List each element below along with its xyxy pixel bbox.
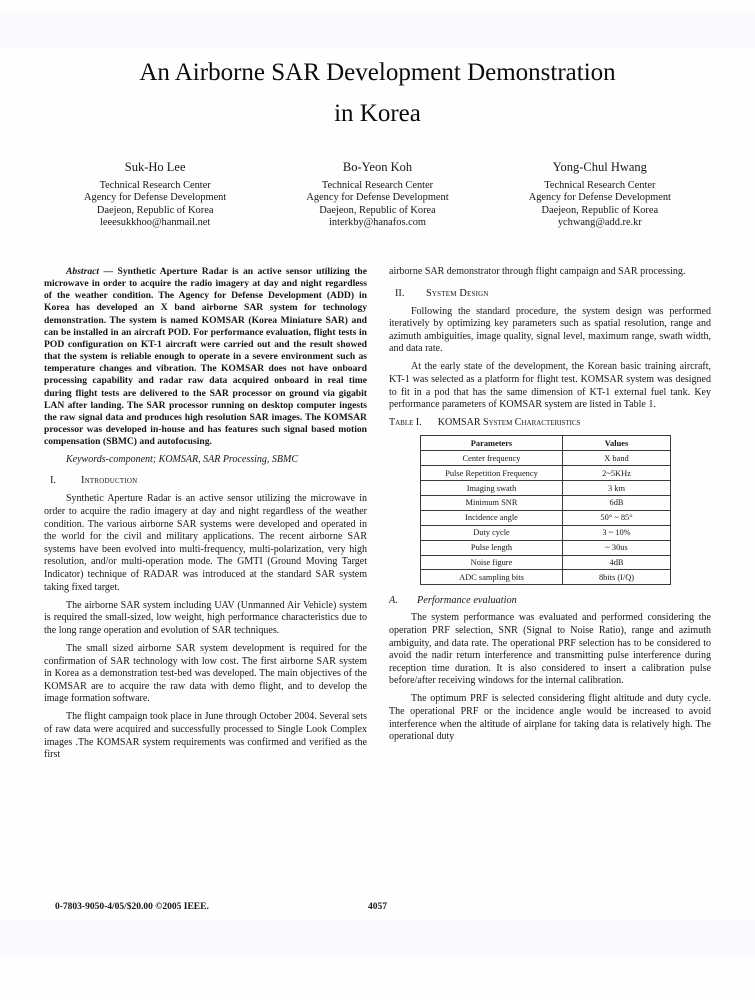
- value-cell: X band: [563, 451, 671, 466]
- design-paragraph-2: At the early state of the development, the Korean basic training aircraft, KT-1 was selected as a platform for flight test. KOMSAR system was designed to fit in a pod that has the same dimension of KT-1 external fuel tank. Key performance parameters of KOMSAR system are listed in Table 1.: [389, 361, 711, 411]
- performance-paragraph-2: The optimum PRF is selected considering flight altitude and duty cycle. The operational PRF or the incidence angle would be increased to avoid interference when the altitude of airplane for taking data is relatively high. The operational duty: [389, 693, 711, 743]
- komsar-characteristics-table: [420, 435, 671, 585]
- table-row: [421, 510, 671, 525]
- design-paragraph-1: Following the standard procedure, the system design was performed iteratively by optimizing key parameters such as spatial resolution, range and azimuth ambiguities, image quality, signal level, maximum range, swath width, and data rate.: [389, 305, 711, 355]
- section-heading-introduction: [44, 475, 367, 486]
- value-cell: 6dB: [563, 496, 671, 511]
- paper-title-line2: in Korea: [334, 100, 421, 127]
- author-agency: Agency for Defense Development: [306, 192, 449, 204]
- scan-artifact-band-bottom: [0, 919, 755, 957]
- author-name: Yong-Chul Hwang: [552, 160, 647, 174]
- value-cell: 50° ~ 85°: [563, 510, 671, 525]
- section-number: II.: [395, 287, 405, 299]
- author-city: Daejeon, Republic of Korea: [96, 204, 214, 216]
- section-number: I.: [50, 475, 57, 487]
- param-cell: Center frequency: [421, 451, 563, 466]
- param-cell: Duty cycle: [421, 525, 563, 540]
- abstract-label: Abstract: [66, 266, 100, 277]
- value-cell: 3 ~ 10%: [563, 525, 671, 540]
- column-header-values: Values: [563, 436, 671, 451]
- author-email: interkby@hanafos.com: [328, 216, 426, 228]
- keywords-line: Keywords-component; KOMSAR, SAR Processing, SBMC: [66, 453, 298, 465]
- author-city: Daejeon, Republic of Korea: [319, 204, 436, 216]
- author-1: [44, 160, 266, 229]
- intro-paragraph-2: The airborne SAR system including UAV (Unmanned Air Vehicle) system is required the small-sized, low weight, high performance characteristics due to the long range operation and evolution of SAR techniques.: [44, 599, 367, 636]
- param-cell: Minimum SNR: [421, 496, 563, 511]
- value-cell: 4dB: [563, 555, 671, 570]
- column-header-parameters: Parameters: [421, 436, 563, 451]
- intro-paragraph-1: Synthetic Aperture Radar is an active sensor utilizing the microwave in order to acquire the radio imagery at day and night regardless of the weather condition. The various airborne SAR systems were developed and operated in the world for the civil and military applications. The recent airborne SAR systems have been evolved into multi-frequency, multi-polarization, very high resolution, and/or multi-operation mode. The GMTI (Ground Moving Target Indicator) technique of RADAR was introduced at the standard SAR system taking fixed target.: [44, 493, 367, 593]
- left-column: [44, 266, 367, 767]
- subsection-title: Performance evaluation: [417, 595, 517, 607]
- author-email: ychwang@add.re.kr: [557, 216, 642, 228]
- section-title: Introduction: [81, 475, 138, 487]
- paper-title-line1: An Airborne SAR Development Demonstration: [139, 59, 616, 86]
- author-city: Daejeon, Republic of Korea: [541, 204, 659, 216]
- param-cell: Pulse Repetition Frequency: [421, 466, 563, 481]
- author-org: Technical Research Center: [99, 180, 211, 191]
- author-agency: Agency for Defense Development: [84, 192, 227, 204]
- author-org: Technical Research Center: [321, 180, 434, 191]
- table-row: [421, 570, 671, 585]
- author-email: leeesukkhoo@hanmail.net: [100, 216, 211, 228]
- author-org: Technical Research Center: [544, 180, 656, 191]
- value-cell: 8bits (I/Q): [563, 570, 671, 585]
- author-block: [44, 160, 711, 229]
- table-row: [421, 466, 671, 481]
- table-caption-label: Table I.: [389, 417, 422, 429]
- copyright-notice: 0-7803-9050-4/05/$20.00 ©2005 IEEE.: [55, 902, 209, 912]
- param-cell: ADC sampling bits: [421, 570, 563, 585]
- value-cell: ~ 30us: [563, 540, 671, 555]
- value-cell: 2~5KHz: [563, 466, 671, 481]
- scan-artifact-band-top: [0, 13, 755, 48]
- table-caption: [389, 417, 711, 430]
- table-row: [421, 525, 671, 540]
- author-agency: Agency for Defense Development: [528, 192, 671, 204]
- subsection-heading-performance-evaluation: [389, 595, 711, 606]
- author-2: [266, 160, 488, 229]
- param-cell: Noise figure: [421, 555, 563, 570]
- continued-paragraph: airborne SAR demonstrator through flight campaign and SAR processing.: [389, 266, 686, 277]
- subsection-letter: A.: [389, 595, 398, 607]
- abstract-text: — Synthetic Aperture Radar is an active sensor utilizing the microwave in order to acquire the radio imagery at day and night regardless of the weather condition. The Agency for Defense Development (ADD) in Korea has developed an X band airborne SAR system for technology demonstration. The system is named KOMSAR (Korea Miniature SAR) and can be installed in an aircraft POD. For performance evaluation, flight tests in POD configuration on KT-1 aircraft were carried out and the result showed that the system is reliable enough to operate in a severe environment such as temperature changes and vibration. The KOMSAR does not have onboard processing capability and radar raw data acquired onboard in real time during flight tests are delivered to the SAR processor on ground via gigabit LAN after landing. The SAR processor running on desktop computer ingests the raw signal data and produces high resolution SAR images. The KOMSAR processor was developed in-house and has features such signal based motion compensation (SBMC) and autofocusing.: [44, 266, 368, 448]
- section-title: System Design: [426, 287, 489, 299]
- table-row: [421, 555, 671, 570]
- author-3: [489, 160, 711, 229]
- table-header-row: [421, 436, 671, 451]
- param-cell: Incidence angle: [421, 510, 563, 525]
- author-name: Suk-Ho Lee: [124, 160, 186, 174]
- table-row: [421, 451, 671, 466]
- paper-title: [0, 52, 755, 134]
- value-cell: 3 km: [563, 481, 671, 496]
- table-row: [421, 496, 671, 511]
- table-row: [421, 481, 671, 496]
- author-name: Bo-Yeon Koh: [342, 160, 413, 174]
- section-heading-system-design: [389, 288, 711, 299]
- table-row: [421, 540, 671, 555]
- intro-paragraph-4: The flight campaign took place in June through October 2004. Several sets of raw data were acquired and successfully processed to Single Look Complex images .The KOMSAR system requirements was confirmed and verified as the first: [44, 711, 367, 761]
- right-column: [389, 266, 711, 749]
- abstract-paragraph: [44, 266, 367, 448]
- intro-paragraph-3: The small sized airborne SAR system development is required for the confirmation of SAR technology with low cost. The first airborne SAR system in Korea as a demonstration test-bed was developed. The main objectives of the KOMSAR are to acquire the raw data with demo flight, and to develop the image formation software.: [44, 642, 367, 705]
- performance-paragraph-1: The system performance was evaluated and performed considering the operation PRF selection, SNR (Signal to Noise Ratio), range and azimuth ambiguity, and data rate. The operational PRF selection has to be considered to avoid the nadir return interference and transmitting pulse interference during reception time duration. It is also considered to insert a calibration pulse before/after receiving windows for the internal calibration.: [389, 612, 711, 687]
- param-cell: Pulse length: [421, 540, 563, 555]
- table-caption-text: KOMSAR System Characteristics: [437, 417, 581, 429]
- param-cell: Imaging swath: [421, 481, 563, 496]
- page-number: 4057: [368, 902, 387, 912]
